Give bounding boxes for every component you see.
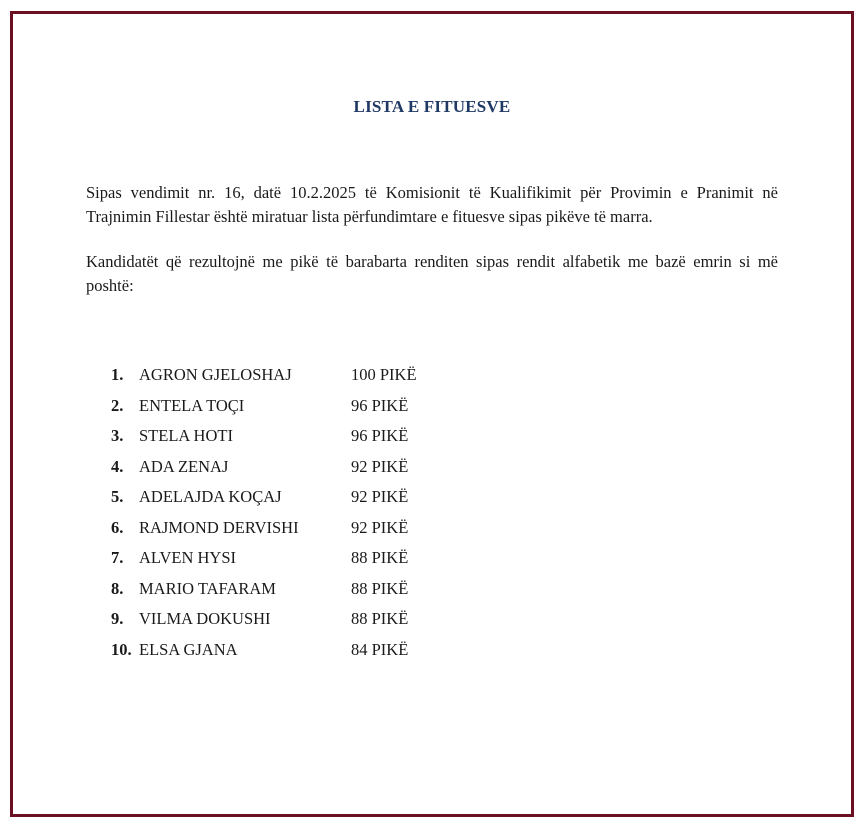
list-item <box>111 482 417 513</box>
winners-list <box>111 360 417 665</box>
winner-points: 92 PIKË <box>351 487 409 507</box>
rank-number: 6. <box>111 517 124 537</box>
rank-number: 4. <box>111 456 124 476</box>
winner-points: 92 PIKË <box>351 517 409 537</box>
list-item <box>111 574 417 605</box>
winner-points: 88 PIKË <box>351 609 409 629</box>
document-title: LISTA E FITUESVE <box>353 97 511 116</box>
rank-number: 7. <box>111 548 124 568</box>
list-item <box>111 391 417 422</box>
winner-points: 84 PIKË <box>351 639 409 659</box>
winner-name: MARIO TAFARAM <box>139 578 276 598</box>
intro-paragraph: Sipas vendimit nr. 16, datë 10.2.2025 të Komisionit të Kualifikimit për Provimin e Pranimit në Trajnimin Fillestar është miratuar lista përfundimtare e fituesve sipas pikëve të marra. <box>86 183 778 226</box>
document-frame <box>10 11 854 817</box>
list-item <box>111 421 417 452</box>
rank-number: 8. <box>111 578 124 598</box>
winner-name: ADELAJDA KOÇAJ <box>139 487 282 507</box>
list-item <box>111 543 417 574</box>
winner-name: VILMA DOKUSHI <box>139 609 271 629</box>
list-item <box>111 452 417 483</box>
winner-name: ADA ZENAJ <box>139 456 229 476</box>
winner-points: 96 PIKË <box>351 395 409 415</box>
winner-name: ALVEN HYSI <box>139 548 237 568</box>
rank-number: 5. <box>111 487 124 507</box>
winner-points: 100 PIKË <box>351 365 417 385</box>
winner-name: ENTELA TOÇI <box>139 395 245 415</box>
rank-number: 10. <box>111 639 132 659</box>
list-item <box>111 513 417 544</box>
list-item <box>111 604 417 635</box>
winner-points: 92 PIKË <box>351 456 409 476</box>
list-item <box>111 360 417 391</box>
rank-number: 1. <box>111 365 124 385</box>
winner-points: 88 PIKË <box>351 578 409 598</box>
rank-number: 3. <box>111 426 124 446</box>
rank-number: 2. <box>111 395 124 415</box>
winner-name: AGRON GJELOSHAJ <box>139 365 292 385</box>
winner-points: 96 PIKË <box>351 426 409 446</box>
winner-name: ELSA GJANA <box>139 639 238 659</box>
winner-name: STELA HOTI <box>139 426 233 446</box>
winner-name: RAJMOND DERVISHI <box>139 517 299 537</box>
ranking-note-paragraph: Kandidatët që rezultojnë me pikë të barabarta renditen sipas rendit alfabetik me bazë emrin si më poshtë: <box>86 252 778 295</box>
winner-points: 88 PIKË <box>351 548 409 568</box>
list-item <box>111 635 417 666</box>
rank-number: 9. <box>111 609 124 629</box>
